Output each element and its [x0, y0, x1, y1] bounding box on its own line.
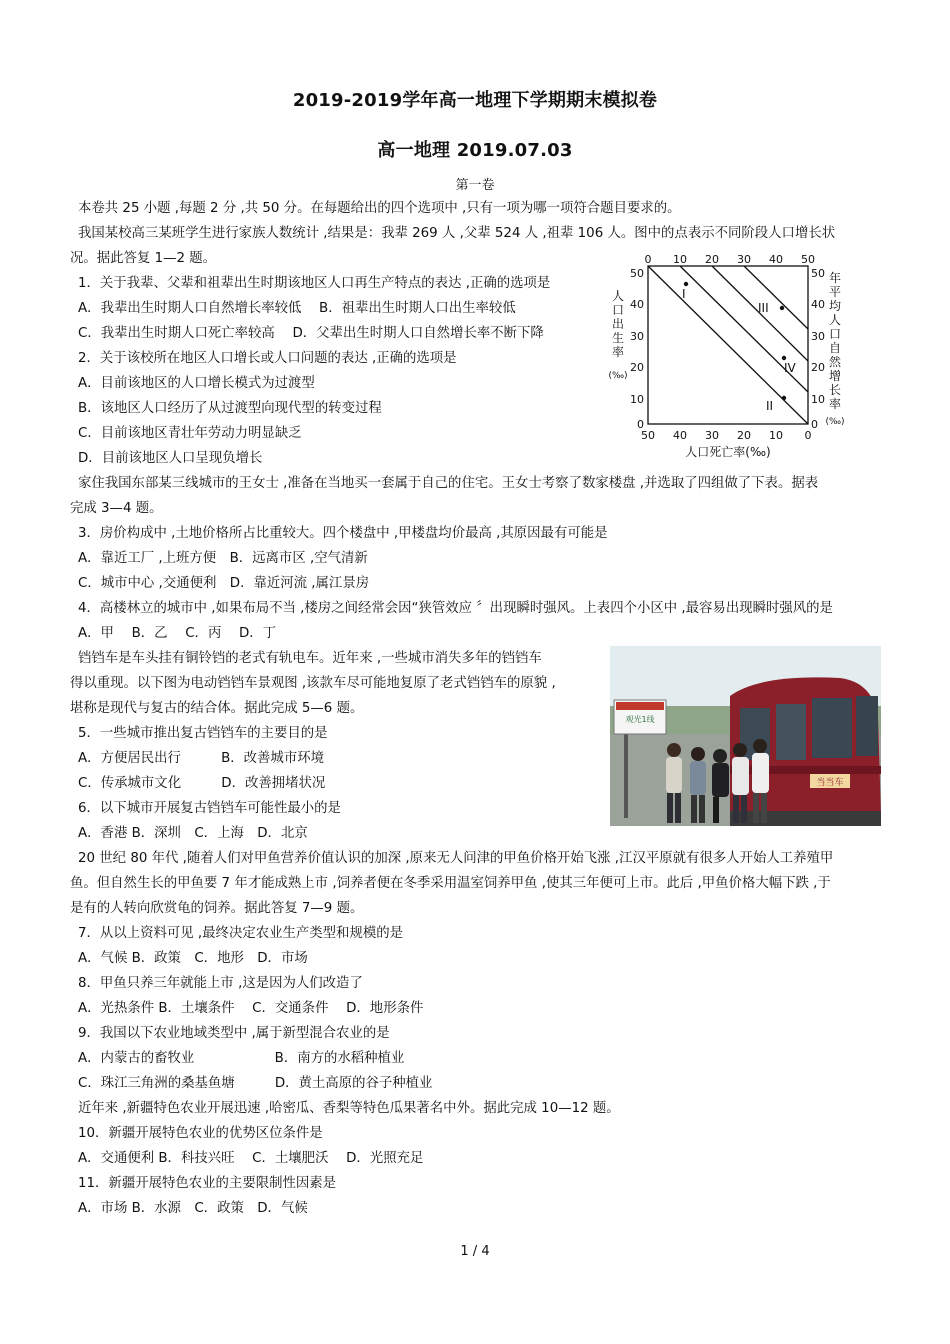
left-axis-label-char: 生	[611, 331, 625, 345]
right-tick: 30	[811, 330, 825, 343]
question-8-stem: 8．甲鱼只养三年就能上市 ,这是因为人们改造了	[78, 976, 363, 991]
right-tick: 50	[811, 267, 825, 280]
question-9-options-ab: A．内蒙古的畜牧业 B．南方的水稻种植业	[78, 1051, 405, 1066]
top-tick: 40	[769, 254, 783, 266]
question-3-options-ab: A．靠近工厂 ,上班方便 B．远离市区 ,空气清新	[78, 551, 368, 566]
right-axis-label-char: 口	[828, 327, 842, 341]
right-tick: 10	[811, 393, 825, 406]
left-tick: 20	[630, 361, 644, 374]
question-1-options-ab: A．我辈出生时期人口自然增长率较低 B．祖辈出生时期人口出生率较低	[78, 301, 516, 316]
point-II	[782, 396, 786, 400]
question-11-options: A．市场 B．水源 C．政策 D．气候	[78, 1201, 308, 1216]
passage4-line2: 鱼。但自然生长的甲鱼要 7 年才能成熟上市 ,饲养者便在冬季采用温室饲养甲鱼 ,使其三年便可上市。此后 ,甲鱼价格大幅下跌 ,于	[70, 876, 831, 891]
sign-text: 观光1线	[625, 715, 655, 724]
top-tick: 30	[737, 254, 751, 266]
question-7-options: A．气候 B．政策 C．地形 D．市场	[78, 951, 308, 966]
question-6-stem: 6．以下城市开展复古铛铛车可能性最小的是	[78, 801, 341, 816]
question-7-stem: 7．从以上资料可见 ,最终决定农业生产类型和规模的是	[78, 926, 404, 941]
section-title: 第一卷	[455, 178, 495, 193]
point-I	[684, 282, 688, 286]
point-label: II	[766, 399, 774, 413]
question-3-stem: 3．房价构成中 ,土地价格所占比重较大。四个楼盘中 ,甲楼盘均价最高 ,其原因最有可能是	[78, 526, 608, 541]
question-2-option-b: B．该地区人口经历了从过渡型向现代型的转变过程	[78, 401, 382, 416]
right-axis-label-char: 自	[828, 341, 842, 355]
passage3-line2: 得以重现。以下图为电动铛铛车景观图 ,该款车尽可能地复原了老式铛铛车的原貌 ,	[70, 676, 556, 691]
right-tick: 0	[811, 418, 818, 431]
left-tick: 10	[630, 393, 644, 406]
exam-subtitle: 高一地理 2019.07.03	[377, 140, 573, 161]
isoline-30	[744, 266, 808, 329]
left-axis-label-char: 人	[611, 289, 625, 303]
top-tick: 20	[705, 254, 719, 266]
left-axis-label-char: 口	[611, 303, 625, 317]
passage3-line1: 铛铛车是车头挂有铜铃铛的老式有轨电车。近年来 ,一些城市消失多年的铛铛车	[78, 651, 542, 666]
question-2-option-d: D．目前该地区人口呈现负增长	[78, 451, 263, 466]
right-axis-unit: (‰)	[825, 417, 844, 427]
left-tick: 0	[637, 418, 644, 431]
top-tick: 10	[673, 254, 687, 266]
left-axis-unit: (‰)	[608, 371, 628, 381]
left-tick: 40	[630, 298, 644, 311]
exam-title: 2019-2019学年高一地理下学期期末模拟卷	[292, 90, 658, 111]
left-tick: 30	[630, 330, 644, 343]
right-tick: 40	[811, 298, 825, 311]
passage4-line1: 20 世纪 80 年代 ,随着人们对甲鱼营养价值认识的加深 ,原来无人问津的甲鱼价格开始飞涨 ,江汉平原就有很多人开始人工养殖甲	[78, 851, 834, 866]
bottom-tick: 40	[673, 429, 687, 442]
question-10-stem: 10．新疆开展特色农业的优势区位条件是	[78, 1126, 323, 1141]
top-tick: 50	[801, 254, 815, 266]
question-9-stem: 9．我国以下农业地域类型中 ,属于新型混合农业的是	[78, 1026, 390, 1041]
right-axis-label-char: 长	[828, 383, 842, 397]
right-axis-label-char: 均	[828, 299, 842, 313]
passage1-line2: 况。据此答复 1—2 题。	[70, 251, 217, 266]
isoline-0	[648, 266, 808, 424]
passage1-line1: 我国某校高三某班学生进行家族人数统计 ,结果是：我辈 269 人 ,父辈 524 人 ,祖辈 106 人。图中的点表示不同阶段人口增长状	[78, 226, 836, 241]
question-2-option-a: A．目前该地区的人口增长模式为过渡型	[78, 376, 315, 391]
population-growth-figure	[604, 254, 844, 464]
point-IV	[782, 356, 786, 360]
right-axis-label-char: 平	[828, 285, 842, 299]
point-III	[780, 306, 784, 310]
question-3-options-cd: C．城市中心 ,交通便利 D．靠近河流 ,属江景房	[78, 576, 370, 591]
question-2-option-c: C．目前该地区青壮年劳动力明显缺乏	[78, 426, 302, 441]
question-6-options: A．香港 B．深圳 C．上海 D．北京	[78, 826, 308, 841]
right-axis-label-char: 然	[828, 355, 842, 369]
bottom-tick: 0	[804, 429, 812, 442]
point-label: III	[758, 301, 769, 315]
left-axis-label-char: 出	[611, 317, 625, 331]
right-axis-label-char: 人	[828, 313, 842, 327]
right-axis-label-char: 率	[828, 397, 842, 411]
passage2-line2: 完成 3—4 题。	[70, 501, 163, 516]
left-tick: 50	[630, 267, 644, 280]
top-tick: 0	[644, 254, 652, 266]
question-2-stem: 2．关于该校所在地区人口增长或人口问题的表达 ,正确的选项是	[78, 351, 457, 366]
question-1-stem: 1．关于我辈、父辈和祖辈出生时期该地区人口再生产特点的表达 ,正确的选项是	[78, 276, 551, 291]
question-5-options-cd: C．传承城市文化 D．改善拥堵状况	[78, 776, 326, 791]
point-label: IV	[784, 361, 796, 375]
passage3-line3: 堪称是现代与复古的结合体。据此完成 5—6 题。	[70, 701, 364, 716]
question-4-stem: 4．高楼林立的城市中 ,如果布局不当 ,楼房之间经常会因“狭管效应 〞出现瞬时强风。上表四个小区中 ,最容易出现瞬时强风的是	[78, 601, 833, 616]
question-1-options-cd: C．我辈出生时期人口死亡率较高 D．父辈出生时期人口自然增长率不断下降	[78, 326, 544, 341]
question-5-stem: 5．一些城市推出复古铛铛车的主要目的是	[78, 726, 328, 741]
tram-photo	[610, 646, 881, 826]
right-tick: 20	[811, 361, 825, 374]
bottom-tick: 10	[769, 429, 783, 442]
page-number: 1 / 4	[460, 1244, 490, 1259]
question-9-options-cd: C．珠江三角洲的桑基鱼塘 D．黄土高原的谷子种植业	[78, 1076, 433, 1091]
right-axis-label-char: 年	[828, 271, 842, 285]
passage4-line3: 是有的人转向欣赏龟的饲养。据此答复 7—9 题。	[70, 901, 364, 916]
bottom-tick: 20	[737, 429, 751, 442]
point-label: I	[682, 287, 686, 301]
instructions: 本卷共 25 小题 ,每题 2 分 ,共 50 分。在每题给出的四个选项中 ,只有一项为哪一项符合题目要求的。	[78, 201, 681, 216]
right-axis-label-char: 增	[828, 369, 842, 383]
bottom-tick: 50	[641, 429, 655, 442]
tram-plate: 当当车	[816, 778, 844, 788]
question-11-stem: 11．新疆开展特色农业的主要限制性因素是	[78, 1176, 337, 1191]
question-8-options: A．光热条件 B．土壤条件 C．交通条件 D．地形条件	[78, 1001, 424, 1016]
passage5: 近年来 ,新疆特色农业开展迅速 ,哈密瓜、香梨等特色瓜果著名中外。据此完成 10—12 题。	[78, 1101, 620, 1116]
bottom-tick: 30	[705, 429, 719, 442]
question-10-options: A．交通便利 B．科技兴旺 C．土壤肥沃 D．光照充足	[78, 1151, 424, 1166]
passage2-line1: 家住我国东部某三线城市的王女士 ,准备在当地买一套属于自己的住宅。王女士考察了数家楼盘 ,并选取了四组做了下表。据表	[78, 476, 819, 491]
bottom-axis-label: 人口死亡率(‰)	[685, 445, 771, 459]
left-axis-label-char: 率	[611, 345, 625, 359]
question-5-options-ab: A．方便居民出行 B．改善城市环境	[78, 751, 324, 766]
question-4-options: A．甲 B．乙 C．丙 D．丁	[78, 626, 277, 641]
